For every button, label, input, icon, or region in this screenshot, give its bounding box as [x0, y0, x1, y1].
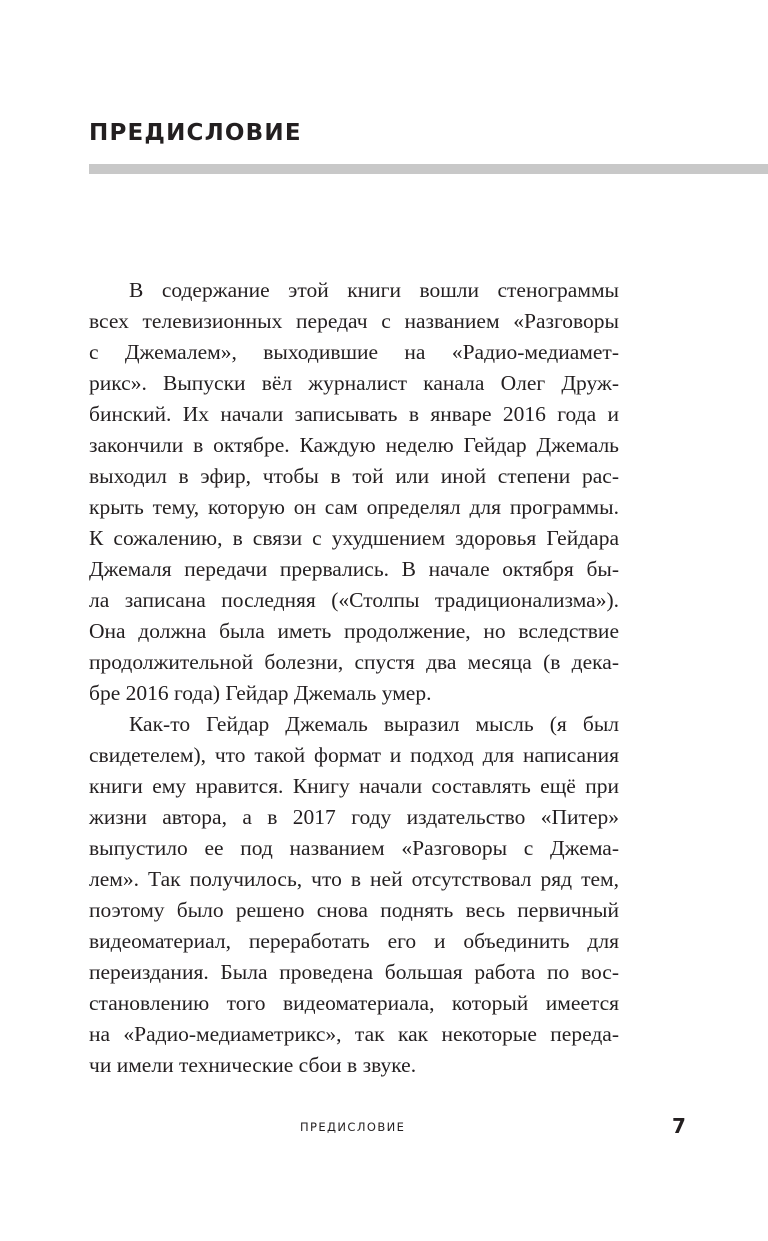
text-line: крыть тему, которую он сам определял для программы. — [89, 495, 619, 519]
heading-divider — [89, 164, 768, 174]
text-line: бинский. Их начали записывать в январе 2016 года и — [89, 402, 619, 426]
page-number: 7 — [672, 1114, 686, 1138]
text-line: жизни автора, а в 2017 году издательство «Питер» — [89, 805, 619, 829]
body-text — [89, 275, 619, 1081]
text-line: видеоматериал, переработать его и объединить для — [89, 929, 619, 953]
text-line: рикс». Выпуски вёл журналист канала Олег Друж- — [89, 371, 619, 395]
text-line: с Джемалем», выходившие на «Радио-медиамет- — [89, 340, 619, 364]
text-line: ла записана последняя («Столпы традиционализма»). — [89, 588, 619, 612]
text-line: выпустило ее под названием «Разговоры с Джема- — [89, 836, 619, 860]
paragraph-1 — [89, 275, 619, 709]
chapter-title: ПРЕДИСЛОВИЕ — [89, 120, 302, 146]
text-line: становлению того видеоматериала, который имеется — [89, 991, 619, 1015]
text-line: всех телевизионных передач с названием «Разговоры — [89, 309, 619, 333]
text-line: поэтому было решено снова поднять весь первичный — [89, 898, 619, 922]
paragraph-2 — [89, 709, 619, 1081]
text-line: закончили в октябре. Каждую неделю Гейдар Джемаль — [89, 433, 619, 457]
text-line: лем». Так получилось, что в ней отсутствовал ряд тем, — [89, 867, 619, 891]
text-line: книги ему нравится. Книгу начали составлять ещё при — [89, 774, 619, 798]
text-line: К сожалению, в связи с ухудшением здоровья Гейдара — [89, 526, 619, 550]
running-footer: ПРЕДИСЛОВИЕ — [300, 1120, 406, 1134]
text-line: выходил в эфир, чтобы в той или иной степени рас- — [89, 464, 619, 488]
text-line: свидетелем), что такой формат и подход для написания — [89, 743, 619, 767]
text-line: бре 2016 года) Гейдар Джемаль умер. — [89, 681, 432, 705]
text-line: на «Радио-медиаметрикс», так как некоторые переда- — [89, 1022, 619, 1046]
text-line: переиздания. Была проведена большая работа по вос- — [89, 960, 619, 984]
text-line: Она должна была иметь продолжение, но вследствие — [89, 619, 619, 643]
text-line: чи имели технические сбои в звуке. — [89, 1053, 417, 1077]
text-line: продолжительной болезни, спустя два месяца (в дека- — [89, 650, 619, 674]
text-line: Как-то Гейдар Джемаль выразил мысль (я был — [129, 712, 619, 736]
text-line: В содержание этой книги вошли стенограммы — [129, 278, 619, 302]
text-line: Джемаля передачи прервались. В начале октября бы- — [89, 557, 619, 581]
